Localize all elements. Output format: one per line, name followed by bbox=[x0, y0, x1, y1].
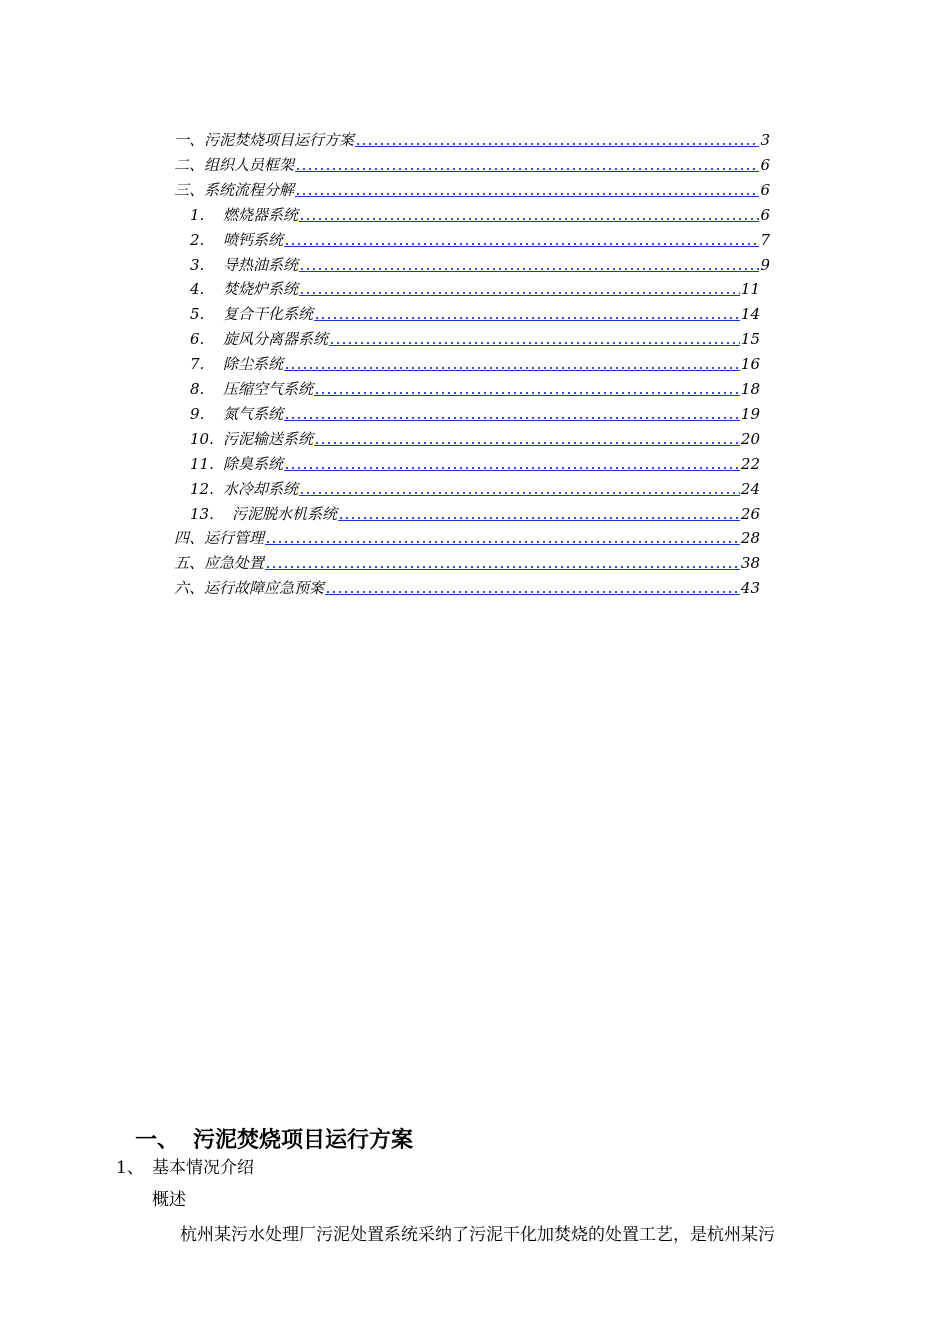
toc-entry[interactable] bbox=[190, 301, 760, 323]
toc-entry-number: 1. bbox=[190, 205, 205, 224]
toc-entry[interactable] bbox=[190, 351, 760, 373]
toc-entry-title: 除臭系统 bbox=[223, 454, 284, 473]
toc-entry-number: 6. bbox=[190, 330, 205, 349]
toc-dot-leader bbox=[314, 431, 740, 446]
toc-entry-number: 11. bbox=[190, 454, 214, 473]
toc-page-number: 6 bbox=[760, 155, 770, 174]
toc-page-number: 18 bbox=[740, 380, 760, 398]
toc-entry[interactable] bbox=[190, 501, 760, 523]
toc-dot-leader bbox=[284, 232, 759, 247]
toc-dot-leader bbox=[295, 157, 759, 172]
toc-entry-title: 旋风分离器系统 bbox=[223, 330, 329, 349]
toc-entry-title: 污泥输送系统 bbox=[223, 429, 314, 448]
toc-entry-title: 氮气系统 bbox=[223, 404, 284, 423]
toc-entry[interactable] bbox=[190, 227, 770, 249]
toc-dot-leader bbox=[295, 182, 759, 197]
toc-page-number: 16 bbox=[740, 355, 760, 374]
toc-entry[interactable] bbox=[190, 276, 760, 298]
toc-entry[interactable] bbox=[190, 426, 760, 448]
toc-page-number: 14 bbox=[740, 305, 760, 324]
toc-page-number: 7 bbox=[760, 230, 770, 249]
toc-entry-title: 六、运行故障应急预案 bbox=[174, 579, 325, 598]
toc-entry-title: 污泥脱水机系统 bbox=[232, 504, 338, 523]
toc-entry-title: 五、应急处置 bbox=[174, 554, 265, 573]
toc-entry[interactable] bbox=[174, 127, 770, 149]
toc-entry[interactable] bbox=[190, 376, 760, 398]
toc-entry-number: 13. bbox=[190, 504, 214, 523]
toc-page-number: 22 bbox=[740, 454, 760, 473]
toc-entry-title: 燃烧器系统 bbox=[223, 205, 299, 224]
toc-entry-number: 3. bbox=[190, 255, 205, 274]
toc-page-number: 3 bbox=[760, 131, 770, 149]
toc-dot-leader bbox=[325, 580, 740, 595]
toc-dot-leader bbox=[299, 207, 759, 222]
toc-entry-title: 四、运行管理 bbox=[174, 529, 265, 548]
toc-entry[interactable] bbox=[190, 202, 770, 224]
toc-page-number: 24 bbox=[740, 479, 760, 498]
toc-entry[interactable] bbox=[190, 326, 760, 348]
toc-entry-title: 复合干化系统 bbox=[223, 305, 314, 324]
toc-page-number: 28 bbox=[740, 529, 760, 548]
toc-dot-leader bbox=[314, 306, 740, 321]
toc-page-number: 15 bbox=[740, 330, 760, 349]
toc-dot-leader bbox=[299, 281, 740, 296]
toc-entry[interactable] bbox=[190, 476, 760, 498]
toc-page-number: 20 bbox=[740, 429, 760, 448]
toc-entry[interactable] bbox=[174, 575, 760, 597]
toc-page-number: 19 bbox=[740, 404, 760, 423]
section-number: 1、 bbox=[116, 1158, 144, 1178]
toc-entry-number: 9. bbox=[190, 404, 205, 423]
toc-dot-leader bbox=[314, 381, 740, 396]
toc-dot-leader bbox=[284, 406, 740, 421]
toc-entry-number: 5. bbox=[190, 305, 205, 324]
toc-entry-number: 12. bbox=[190, 479, 214, 498]
toc-page-number: 26 bbox=[740, 504, 760, 523]
toc-entry[interactable] bbox=[190, 401, 760, 423]
section-title: 基本情况介绍 bbox=[152, 1158, 254, 1178]
table-of-contents bbox=[0, 0, 950, 620]
toc-page-number: 38 bbox=[740, 554, 760, 573]
toc-page-number: 43 bbox=[740, 579, 760, 598]
chapter-heading bbox=[135, 1123, 413, 1154]
toc-dot-leader bbox=[355, 132, 759, 147]
toc-entry-title: 喷钙系统 bbox=[223, 230, 284, 249]
toc-dot-leader bbox=[265, 530, 740, 545]
toc-dot-leader bbox=[338, 506, 740, 521]
toc-entry-number: 7. bbox=[190, 355, 205, 374]
toc-entry[interactable] bbox=[174, 152, 770, 174]
toc-page-number: 9 bbox=[760, 255, 770, 274]
toc-entry[interactable] bbox=[190, 451, 760, 473]
toc-entry-title: 压缩空气系统 bbox=[223, 380, 314, 398]
toc-entry-title: 二、组织人员框架 bbox=[174, 155, 295, 174]
toc-entry-title: 一、污泥焚烧项目运行方案 bbox=[174, 131, 355, 149]
toc-page-number: 6 bbox=[760, 205, 770, 224]
toc-entry-title: 导热油系统 bbox=[223, 255, 299, 274]
toc-entry[interactable] bbox=[174, 177, 770, 199]
toc-dot-leader bbox=[329, 331, 740, 346]
toc-dot-leader bbox=[265, 555, 740, 570]
toc-entry-title: 焚烧炉系统 bbox=[223, 280, 299, 299]
toc-entry-number: 2. bbox=[190, 230, 205, 249]
toc-entry-title: 三、系统流程分解 bbox=[174, 180, 295, 199]
section-heading bbox=[116, 1153, 254, 1178]
toc-entry-title: 除尘系统 bbox=[223, 355, 284, 374]
toc-entry[interactable] bbox=[174, 525, 760, 547]
toc-entry-number: 8. bbox=[190, 380, 205, 398]
body-paragraph: 杭州某污水处理厂污泥处置系统采纳了污泥干化加焚烧的处置工艺，是杭州某污 bbox=[180, 1225, 775, 1245]
subsection-heading: 概述 bbox=[152, 1190, 186, 1210]
toc-entry[interactable] bbox=[190, 252, 770, 274]
toc-entry[interactable] bbox=[174, 550, 760, 572]
toc-entry-number: 10. bbox=[190, 429, 214, 448]
toc-dot-leader bbox=[299, 257, 759, 272]
toc-page-number: 6 bbox=[760, 180, 770, 199]
toc-dot-leader bbox=[284, 356, 740, 371]
toc-entry-title: 水冷却系统 bbox=[223, 479, 299, 498]
toc-dot-leader bbox=[284, 456, 740, 471]
chapter-number: 一、 bbox=[135, 1128, 180, 1153]
toc-dot-leader bbox=[299, 481, 740, 496]
toc-entry-number: 4. bbox=[190, 280, 205, 299]
chapter-title: 污泥焚烧项目运行方案 bbox=[193, 1128, 414, 1153]
toc-page-number: 11 bbox=[740, 280, 760, 299]
